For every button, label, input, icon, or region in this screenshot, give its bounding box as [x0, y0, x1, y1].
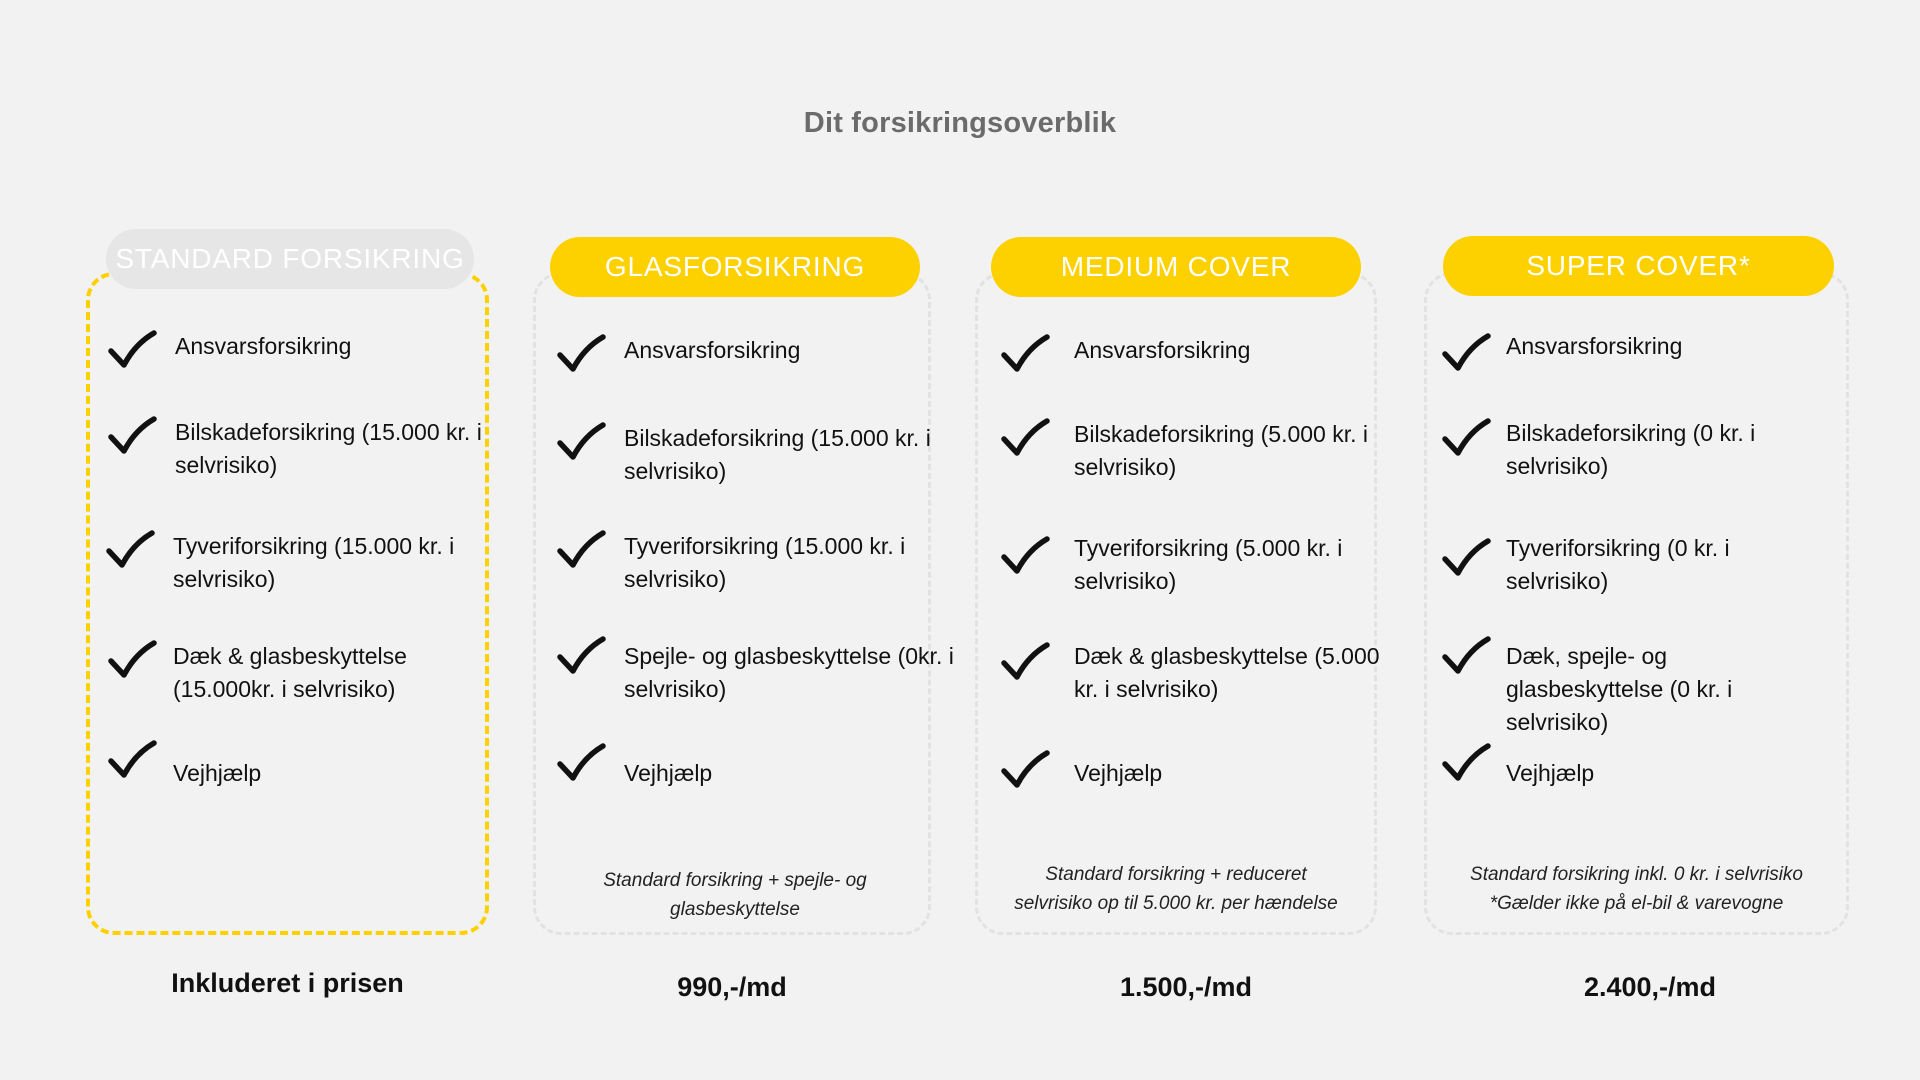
- plan-note: [1424, 860, 1849, 918]
- feature-label: Vejhjælp: [173, 760, 262, 786]
- checkmark-icon: [108, 330, 158, 372]
- feature-label: Vejhjælp: [624, 760, 713, 786]
- checkmark-icon: [1001, 750, 1051, 792]
- plan-pill-glasforsikring: GLASFORSIKRING: [550, 237, 920, 297]
- checkmark-icon: [1442, 743, 1492, 785]
- feature-label: Ansvarsforsikring: [1506, 333, 1683, 359]
- checkmark-icon: [1442, 333, 1492, 375]
- plan-pill-medium-cover: MEDIUM COVER: [991, 237, 1361, 297]
- feature-label: Bilskadeforsikring (0 kr. i selvrisiko): [1506, 420, 1756, 479]
- checkmark-icon: [557, 422, 607, 464]
- feature-label: Ansvarsforsikring: [1074, 337, 1251, 363]
- checkmark-icon: [1442, 636, 1492, 678]
- plan-note: [540, 866, 930, 924]
- feature-label: Tyveriforsikring (15.000 kr. i selvrisiko): [624, 533, 906, 592]
- feature-label: Vejhjælp: [1074, 760, 1163, 786]
- checkmark-icon: [1001, 334, 1051, 376]
- plan-note: [975, 860, 1377, 918]
- feature-label: Bilskadeforsikring (15.000 kr. i selvrisiko): [624, 425, 931, 484]
- plan-pill-standard: STANDARD FORSIKRING: [106, 229, 474, 289]
- feature-label: Vejhjælp: [1506, 760, 1595, 786]
- checkmark-icon: [1001, 418, 1051, 460]
- checkmark-icon: [557, 334, 607, 376]
- feature-label: Tyveriforsikring (0 kr. i selvrisiko): [1506, 535, 1730, 594]
- plan-note-line: Standard forsikring + reduceret: [1045, 864, 1307, 885]
- feature-label: Tyveriforsikring (15.000 kr. i selvrisiko): [173, 533, 455, 592]
- feature-label: Dæk & glasbeskyttelse (5.000 kr. i selvrisiko): [1074, 643, 1380, 702]
- plan-note-line: Standard forsikring + spejle- og: [603, 870, 867, 891]
- checkmark-icon: [1001, 642, 1051, 684]
- checkmark-icon: [1442, 418, 1492, 460]
- checkmark-icon: [108, 640, 158, 682]
- checkmark-icon: [557, 743, 607, 785]
- plan-price: 1.500,-/md: [1119, 972, 1253, 1002]
- checkmark-icon: [106, 530, 156, 572]
- plan-price: 2.400,-/md: [1583, 972, 1717, 1002]
- feature-label: Dæk, spejle- og glasbeskyttelse (0 kr. i selvrisiko): [1506, 643, 1733, 735]
- checkmark-icon: [108, 740, 158, 782]
- feature-label: Bilskadeforsikring (15.000 kr. i selvrisiko): [175, 419, 482, 478]
- checkmark-icon: [1001, 536, 1051, 578]
- plan-price: 990,-/md: [677, 972, 787, 1002]
- checkmark-icon: [108, 416, 158, 458]
- plan-pill-super-cover: SUPER COVER*: [1443, 236, 1834, 296]
- plan-price: Inkluderet i prisen: [171, 968, 404, 998]
- page-title: Dit forsikringsoverblik: [803, 107, 1117, 139]
- feature-label: Dæk & glasbeskyttelse (15.000kr. i selvrisiko): [173, 643, 407, 702]
- feature-label: Ansvarsforsikring: [624, 337, 801, 363]
- checkmark-icon: [557, 530, 607, 572]
- plan-note-line: Standard forsikring inkl. 0 kr. i selvrisiko: [1470, 864, 1803, 885]
- feature-label: Bilskadeforsikring (5.000 kr. i selvrisiko): [1074, 421, 1369, 480]
- feature-label: Spejle- og glasbeskyttelse (0kr. i selvrisiko): [624, 643, 954, 702]
- plan-note-line: selvrisiko op til 5.000 kr. per hændelse: [1014, 893, 1338, 914]
- plan-note-line: glasbeskyttelse: [670, 899, 800, 920]
- checkmark-icon: [557, 636, 607, 678]
- plan-note-line: *Gælder ikke på el-bil & varevogne: [1489, 893, 1784, 914]
- checkmark-icon: [1442, 538, 1492, 580]
- feature-label: Tyveriforsikring (5.000 kr. i selvrisiko): [1074, 535, 1343, 594]
- feature-label: Ansvarsforsikring: [175, 333, 352, 359]
